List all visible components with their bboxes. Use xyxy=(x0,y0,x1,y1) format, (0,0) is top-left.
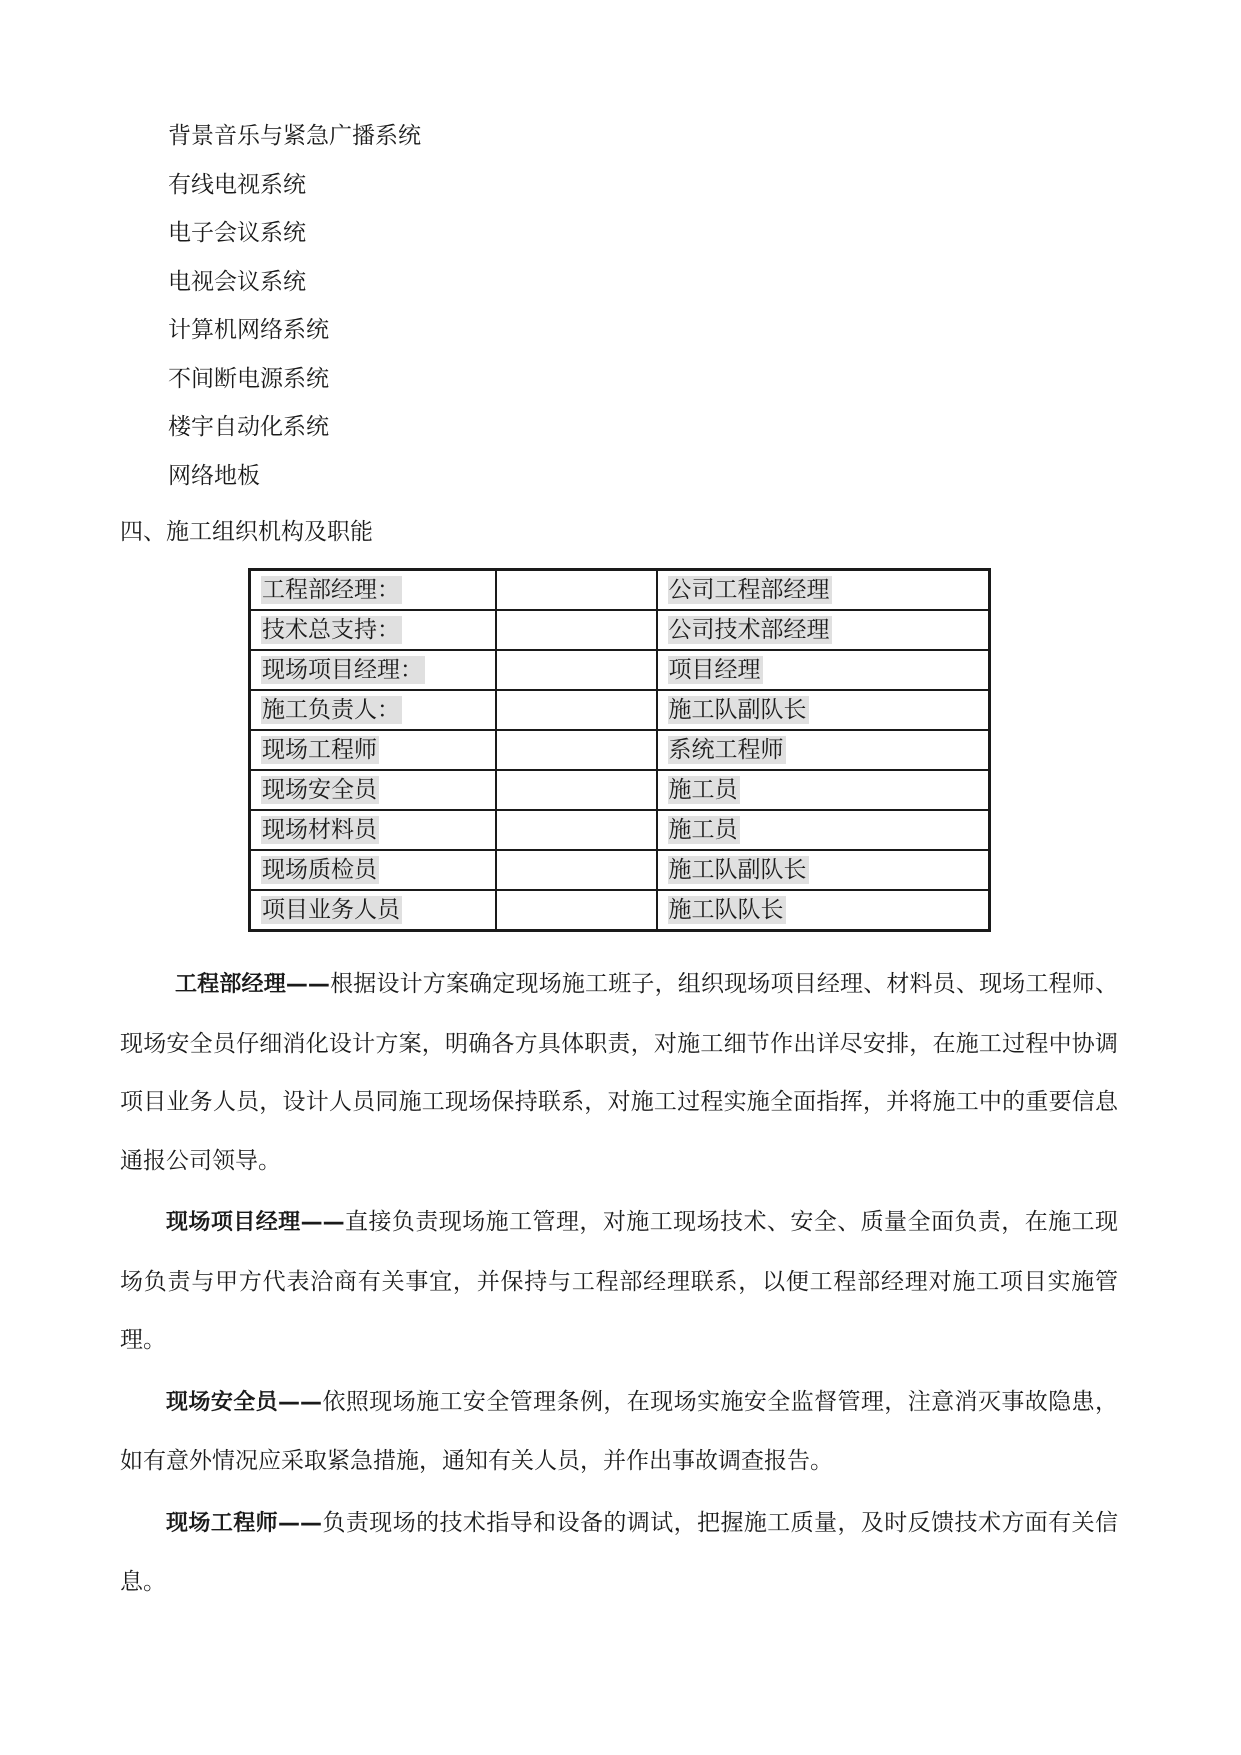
position-label: 系统工程师 xyxy=(668,737,784,763)
position-cell xyxy=(657,810,990,850)
organization-table xyxy=(248,568,991,932)
position-cell xyxy=(657,770,990,810)
list-item: 电视会议系统 xyxy=(168,268,306,295)
duty-text: 负责现场的技术指导和设备的调试，把握施工质量，及时反馈技术方面有关信息。 xyxy=(120,1509,1118,1595)
name-cell xyxy=(496,890,657,931)
table-row xyxy=(250,730,990,770)
duties-section xyxy=(120,955,1118,1612)
role-label: 技术总支持： xyxy=(262,617,400,643)
role-cell xyxy=(250,610,496,650)
position-cell xyxy=(657,610,990,650)
table-row xyxy=(250,770,990,810)
role-label: 项目业务人员 xyxy=(262,897,400,923)
duty-term: 工程部经理—— xyxy=(175,972,330,997)
role-cell xyxy=(250,690,496,730)
position-cell xyxy=(657,570,990,611)
position-cell xyxy=(657,850,990,890)
name-cell xyxy=(496,570,657,611)
role-cell xyxy=(250,650,496,690)
role-cell xyxy=(250,810,496,850)
name-cell xyxy=(496,690,657,730)
list-item: 有线电视系统 xyxy=(168,171,306,198)
list-item: 电子会议系统 xyxy=(168,220,306,246)
name-cell xyxy=(496,610,657,650)
position-label: 施工队队长 xyxy=(668,897,784,923)
role-cell xyxy=(250,770,496,810)
section-heading: 四、施工组织机构及职能 xyxy=(120,519,373,545)
position-cell xyxy=(657,650,990,690)
table-row xyxy=(250,690,990,730)
table-row xyxy=(250,650,990,690)
table-row xyxy=(250,850,990,890)
name-cell xyxy=(496,650,657,690)
duty-term: 现场工程师—— xyxy=(166,1510,323,1536)
position-cell xyxy=(657,730,990,770)
name-cell xyxy=(496,730,657,770)
position-label: 公司工程部经理 xyxy=(668,577,830,603)
role-label: 施工负责人： xyxy=(262,697,400,723)
table-row xyxy=(250,570,990,611)
position-label: 公司技术部经理 xyxy=(668,617,830,643)
role-label: 现场安全员 xyxy=(262,777,377,803)
position-label: 项目经理 xyxy=(668,657,761,683)
duty-text: 直接负责现场施工管理，对施工现场技术、安全、质量全面负责，在施工现场负责与甲方代表洽商有关事宜，并保持与工程部经理联系，以便工程部经理对施工项目实施管理。 xyxy=(120,1209,1118,1353)
role-label: 现场工程师 xyxy=(262,737,377,763)
table-row xyxy=(250,890,990,931)
position-label: 施工员 xyxy=(668,817,738,843)
position-cell xyxy=(657,890,990,931)
position-label: 施工员 xyxy=(668,777,738,803)
role-label: 现场项目经理： xyxy=(262,657,423,683)
duty-term: 现场安全员—— xyxy=(166,1389,323,1415)
role-cell xyxy=(250,890,496,931)
name-cell xyxy=(496,770,657,810)
table-row xyxy=(250,610,990,650)
name-cell xyxy=(496,810,657,850)
duty-paragraph-engineering-manager xyxy=(120,955,1118,1190)
duty-paragraph-project-manager xyxy=(120,1193,1118,1370)
systems-list xyxy=(168,112,421,500)
list-item: 计算机网络系统 xyxy=(168,317,329,343)
list-item: 网络地板 xyxy=(168,462,260,489)
role-cell xyxy=(250,570,496,611)
role-cell xyxy=(250,850,496,890)
duty-paragraph-site-engineer xyxy=(120,1494,1118,1612)
role-label: 现场质检员 xyxy=(262,857,377,883)
role-label: 工程部经理： xyxy=(262,577,400,603)
duty-text: 依照现场施工安全管理条例，在现场实施安全监督管理，注意消灭事故隐患，如有意外情况应采取紧急措施，通知有关人员，并作出事故调查报告。 xyxy=(120,1388,1118,1474)
duty-paragraph-safety-officer xyxy=(120,1373,1118,1491)
position-label: 施工队副队长 xyxy=(668,697,807,723)
duty-text: 根据设计方案确定现场施工班子，组织现场项目经理、材料员、现场工程师、现场安全员仔细消化设计方案，明确各方具体职责，对施工细节作出详尽安排，在施工过程中协调项目业务人员，设计人员同施工现场保持联系，对施工过程实施全面指挥，并将施工中的重要信息通报公司领导。 xyxy=(120,971,1118,1174)
role-cell xyxy=(250,730,496,770)
table-row xyxy=(250,810,990,850)
position-cell xyxy=(657,690,990,730)
list-item: 背景音乐与紧急广播系统 xyxy=(168,123,421,149)
position-label: 施工队副队长 xyxy=(668,857,807,883)
duty-term: 现场项目经理—— xyxy=(166,1210,345,1235)
list-item: 不间断电源系统 xyxy=(168,365,329,392)
role-label: 现场材料员 xyxy=(262,817,377,843)
name-cell xyxy=(496,850,657,890)
list-item: 楼宇自动化系统 xyxy=(168,414,329,440)
